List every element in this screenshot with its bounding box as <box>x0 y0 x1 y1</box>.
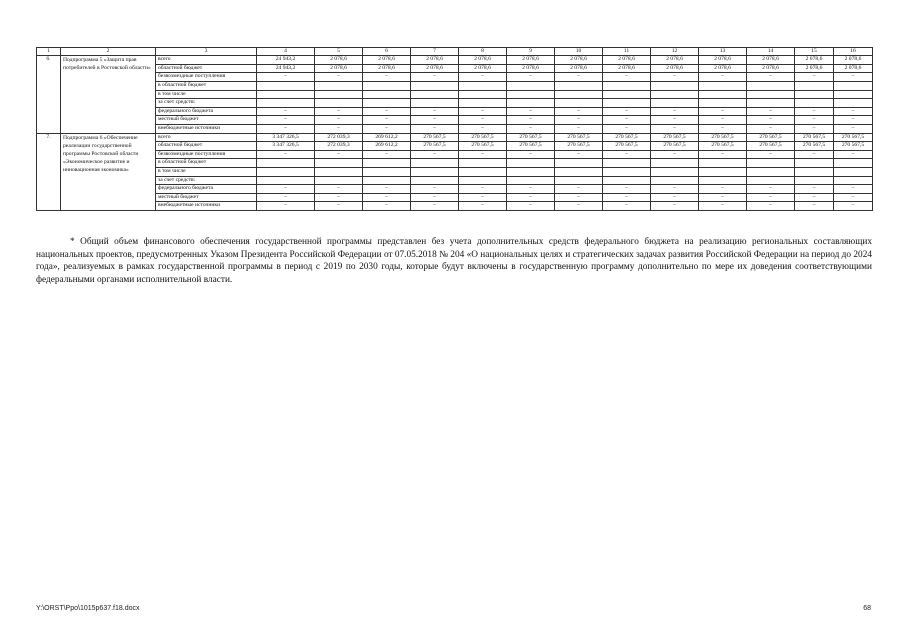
amount-cell: 270 567,5 <box>507 133 555 142</box>
column-number-header: 16 <box>834 48 873 56</box>
amount-cell: – <box>651 185 699 194</box>
amount-cell: – <box>257 150 315 159</box>
column-number-header: 7 <box>411 48 459 56</box>
amount-cell: – <box>459 150 507 159</box>
amount-cell: – <box>257 193 315 202</box>
amount-cell <box>257 81 315 90</box>
amount-cell: – <box>411 73 459 82</box>
amount-cell: 3 347 326,5 <box>257 142 315 151</box>
amount-cell: 269 612,2 <box>363 133 411 142</box>
amount-cell: – <box>603 116 651 125</box>
amount-cell <box>747 90 795 99</box>
table-row <box>37 142 873 151</box>
amount-cell: – <box>257 124 315 133</box>
amount-cell: – <box>795 202 834 211</box>
amount-cell <box>747 176 795 185</box>
amount-cell: – <box>363 193 411 202</box>
amount-cell: 2 078,6 <box>834 56 873 65</box>
amount-cell: – <box>411 116 459 125</box>
amount-cell: – <box>699 73 747 82</box>
funding-source: безвозмездные поступления <box>156 150 257 159</box>
amount-cell: – <box>747 185 795 194</box>
amount-cell: 2 078,6 <box>555 56 603 65</box>
amount-cell <box>651 81 699 90</box>
amount-cell: 270 567,5 <box>555 142 603 151</box>
amount-cell <box>507 81 555 90</box>
amount-cell: 269 612,2 <box>363 142 411 151</box>
amount-cell <box>651 99 699 108</box>
amount-cell <box>507 176 555 185</box>
amount-cell: – <box>257 185 315 194</box>
amount-cell <box>699 176 747 185</box>
amount-cell <box>834 99 873 108</box>
funding-source: внебюджетные источники <box>156 202 257 211</box>
column-number-header: 15 <box>795 48 834 56</box>
amount-cell: 270 567,5 <box>747 133 795 142</box>
column-number-header: 12 <box>651 48 699 56</box>
funding-source: безвозмездные поступления <box>156 73 257 82</box>
amount-cell: – <box>651 73 699 82</box>
funding-source: за счет средств: <box>156 176 257 185</box>
table-row <box>37 133 873 142</box>
amount-cell: – <box>459 202 507 211</box>
amount-cell <box>603 159 651 168</box>
amount-cell: – <box>555 107 603 116</box>
amount-cell <box>699 167 747 176</box>
amount-cell: 2 078,6 <box>411 56 459 65</box>
amount-cell: – <box>257 73 315 82</box>
amount-cell: – <box>257 116 315 125</box>
amount-cell: 24 943,2 <box>257 56 315 65</box>
amount-cell: 270 567,5 <box>651 142 699 151</box>
amount-cell: – <box>747 193 795 202</box>
amount-cell: – <box>315 202 363 211</box>
amount-cell: – <box>699 124 747 133</box>
funding-source: в областной бюджет <box>156 159 257 168</box>
amount-cell: – <box>603 73 651 82</box>
amount-cell <box>507 90 555 99</box>
amount-cell: 272 039,3 <box>315 133 363 142</box>
amount-cell: – <box>834 193 873 202</box>
table-row <box>37 107 873 116</box>
amount-cell: – <box>699 185 747 194</box>
amount-cell: – <box>459 193 507 202</box>
funding-source: областной бюджет <box>156 142 257 151</box>
amount-cell <box>459 99 507 108</box>
amount-cell <box>699 81 747 90</box>
amount-cell <box>834 159 873 168</box>
amount-cell: 2 078,6 <box>699 64 747 73</box>
amount-cell: 270 567,5 <box>507 142 555 151</box>
amount-cell: – <box>834 73 873 82</box>
column-number-header: 14 <box>747 48 795 56</box>
amount-cell <box>834 81 873 90</box>
amount-cell <box>699 99 747 108</box>
amount-cell: – <box>363 73 411 82</box>
amount-cell: 2 078,6 <box>651 64 699 73</box>
amount-cell <box>795 159 834 168</box>
amount-cell <box>411 99 459 108</box>
amount-cell: – <box>459 73 507 82</box>
amount-cell <box>603 81 651 90</box>
amount-cell: – <box>555 150 603 159</box>
amount-cell: – <box>257 107 315 116</box>
amount-cell: – <box>507 185 555 194</box>
table-row <box>37 56 873 65</box>
amount-cell: – <box>555 185 603 194</box>
amount-cell <box>411 176 459 185</box>
amount-cell: 270 567,5 <box>747 142 795 151</box>
amount-cell: – <box>507 116 555 125</box>
table-row <box>37 99 873 108</box>
amount-cell: – <box>603 150 651 159</box>
table-row <box>37 64 873 73</box>
amount-cell <box>555 167 603 176</box>
amount-cell: – <box>363 150 411 159</box>
table-header-row <box>37 48 873 56</box>
amount-cell: – <box>834 107 873 116</box>
amount-cell: 270 567,5 <box>411 142 459 151</box>
amount-cell <box>699 90 747 99</box>
amount-cell <box>315 81 363 90</box>
amount-cell <box>834 90 873 99</box>
amount-cell: – <box>603 202 651 211</box>
table-row <box>37 159 873 168</box>
page-number: 68 <box>863 605 871 612</box>
amount-cell <box>363 159 411 168</box>
amount-cell: 270 567,5 <box>603 142 651 151</box>
amount-cell <box>747 99 795 108</box>
amount-cell: 2 078,6 <box>603 64 651 73</box>
amount-cell: 2 078,6 <box>363 64 411 73</box>
column-number-header: 2 <box>61 48 156 56</box>
table-row <box>37 116 873 125</box>
amount-cell <box>459 81 507 90</box>
funding-table <box>36 47 873 211</box>
amount-cell <box>555 90 603 99</box>
amount-cell: 270 567,5 <box>603 133 651 142</box>
amount-cell: 270 567,5 <box>795 133 834 142</box>
amount-cell: – <box>795 150 834 159</box>
amount-cell <box>795 90 834 99</box>
amount-cell: 3 347 326,5 <box>257 133 315 142</box>
amount-cell: – <box>747 116 795 125</box>
amount-cell: 2 078,6 <box>795 64 834 73</box>
amount-cell: 2 078,6 <box>555 64 603 73</box>
amount-cell: 272 039,3 <box>315 142 363 151</box>
amount-cell: – <box>411 193 459 202</box>
amount-cell: – <box>699 202 747 211</box>
amount-cell <box>459 167 507 176</box>
funding-source: местный бюджет <box>156 193 257 202</box>
amount-cell: – <box>315 150 363 159</box>
amount-cell: – <box>555 73 603 82</box>
table-row <box>37 185 873 194</box>
amount-cell: 270 567,5 <box>834 142 873 151</box>
funding-source: за счет средств: <box>156 99 257 108</box>
column-number-header: 1 <box>37 48 61 56</box>
amount-cell: 2 078,6 <box>315 56 363 65</box>
amount-cell <box>555 99 603 108</box>
funding-source: в том числе <box>156 90 257 99</box>
amount-cell: 2 078,6 <box>651 56 699 65</box>
amount-cell <box>411 159 459 168</box>
amount-cell <box>315 167 363 176</box>
table-row <box>37 193 873 202</box>
amount-cell: – <box>459 116 507 125</box>
amount-cell <box>315 99 363 108</box>
amount-cell: – <box>363 185 411 194</box>
row-number: 6. <box>37 56 61 133</box>
amount-cell: – <box>315 185 363 194</box>
amount-cell <box>834 167 873 176</box>
amount-cell: – <box>459 185 507 194</box>
amount-cell: 24 943,2 <box>257 64 315 73</box>
amount-cell: – <box>555 124 603 133</box>
amount-cell: – <box>555 116 603 125</box>
table-row <box>37 167 873 176</box>
amount-cell: – <box>795 107 834 116</box>
amount-cell: 2 078,6 <box>507 64 555 73</box>
amount-cell: – <box>555 202 603 211</box>
amount-cell <box>411 90 459 99</box>
amount-cell: – <box>834 185 873 194</box>
table-row <box>37 81 873 90</box>
column-number-header: 6 <box>363 48 411 56</box>
amount-cell: – <box>795 124 834 133</box>
subprogram-name: Подпрограмма 5 «Защита прав потребителей в Ростовской области» <box>61 56 156 133</box>
funding-source: всего <box>156 56 257 65</box>
amount-cell: – <box>603 193 651 202</box>
amount-cell: 2 078,6 <box>315 64 363 73</box>
amount-cell <box>603 167 651 176</box>
amount-cell: 270 567,5 <box>699 133 747 142</box>
amount-cell: 270 567,5 <box>795 142 834 151</box>
column-number-header: 4 <box>257 48 315 56</box>
amount-cell: – <box>315 124 363 133</box>
funding-source: всего <box>156 133 257 142</box>
amount-cell: 2 078,6 <box>459 64 507 73</box>
amount-cell: – <box>651 202 699 211</box>
table-row <box>37 202 873 211</box>
table-row <box>37 150 873 159</box>
amount-cell: 2 078,6 <box>363 56 411 65</box>
amount-cell <box>507 99 555 108</box>
amount-cell: – <box>257 202 315 211</box>
amount-cell: – <box>699 150 747 159</box>
amount-cell: – <box>603 124 651 133</box>
column-number-header: 10 <box>555 48 603 56</box>
amount-cell <box>363 176 411 185</box>
amount-cell <box>363 99 411 108</box>
funding-source: федерального бюджета <box>156 107 257 116</box>
amount-cell <box>507 167 555 176</box>
funding-source: внебюджетные источники <box>156 124 257 133</box>
funding-source: местный бюджет <box>156 116 257 125</box>
amount-cell: – <box>747 150 795 159</box>
amount-cell: – <box>363 107 411 116</box>
amount-cell <box>363 90 411 99</box>
amount-cell: – <box>603 107 651 116</box>
amount-cell: – <box>507 150 555 159</box>
amount-cell: 270 567,5 <box>651 133 699 142</box>
amount-cell <box>363 167 411 176</box>
amount-cell: – <box>507 124 555 133</box>
amount-cell <box>699 159 747 168</box>
amount-cell <box>257 99 315 108</box>
amount-cell <box>747 159 795 168</box>
amount-cell: – <box>834 116 873 125</box>
amount-cell: – <box>315 73 363 82</box>
amount-cell <box>363 81 411 90</box>
amount-cell <box>795 99 834 108</box>
amount-cell: – <box>651 150 699 159</box>
amount-cell: 2 078,6 <box>603 56 651 65</box>
file-path: Y:\ORST\Ppo\1015p637.f18.docx <box>36 605 140 612</box>
amount-cell <box>555 159 603 168</box>
amount-cell: – <box>747 107 795 116</box>
amount-cell <box>651 159 699 168</box>
amount-cell: – <box>315 116 363 125</box>
amount-cell: – <box>363 124 411 133</box>
amount-cell: – <box>795 193 834 202</box>
amount-cell <box>315 90 363 99</box>
amount-cell: – <box>651 193 699 202</box>
amount-cell: – <box>411 185 459 194</box>
amount-cell: – <box>795 73 834 82</box>
column-number-header: 13 <box>699 48 747 56</box>
table-row <box>37 73 873 82</box>
amount-cell <box>257 90 315 99</box>
amount-cell: – <box>699 193 747 202</box>
amount-cell <box>795 167 834 176</box>
amount-cell <box>651 90 699 99</box>
amount-cell: 2 078,6 <box>795 56 834 65</box>
amount-cell: – <box>315 107 363 116</box>
amount-cell: – <box>651 116 699 125</box>
amount-cell: – <box>459 124 507 133</box>
amount-cell: – <box>699 116 747 125</box>
funding-source: в том числе <box>156 167 257 176</box>
amount-cell <box>315 159 363 168</box>
amount-cell: 270 567,5 <box>699 142 747 151</box>
amount-cell: – <box>651 107 699 116</box>
column-number-header: 5 <box>315 48 363 56</box>
amount-cell: – <box>555 193 603 202</box>
subprogram-name: Подпрограмма 6 «Обеспечение реализации государственной программы Ростовской области «Экономическое развитие и инновационная экономика» <box>61 133 156 210</box>
amount-cell: 270 567,5 <box>459 133 507 142</box>
column-number-header: 3 <box>156 48 257 56</box>
amount-cell: 2 078,6 <box>834 64 873 73</box>
amount-cell: – <box>699 107 747 116</box>
amount-cell <box>747 167 795 176</box>
column-number-header: 8 <box>459 48 507 56</box>
amount-cell: 270 567,5 <box>834 133 873 142</box>
amount-cell: – <box>747 73 795 82</box>
amount-cell <box>651 167 699 176</box>
amount-cell: 270 567,5 <box>411 133 459 142</box>
amount-cell: – <box>507 202 555 211</box>
table-row <box>37 176 873 185</box>
amount-cell <box>603 90 651 99</box>
amount-cell: – <box>507 193 555 202</box>
amount-cell <box>555 81 603 90</box>
amount-cell: 270 567,5 <box>555 133 603 142</box>
footnote: * Общий объем финансового обеспечения государственной программы представлен без учета дополнительных средств федерального бюджета на реализацию региональных составляющих национальных проектов, предусмотренных Указом Президента Российской Федерации от 07.05.2018 № 204 «О национальных целях и стратегических задачах развития Российской Федерации на период до 2024 года», реализуемых в рамках государственной программы в период с 2019 по 2030 годы, которые будут включены в государственную программу дополнительно по мере их доведения соответствующими федеральными органами исполнительной власти. <box>36 237 872 285</box>
amount-cell <box>834 176 873 185</box>
funding-source: в областной бюджет <box>156 81 257 90</box>
amount-cell: – <box>411 124 459 133</box>
funding-source: областной бюджет <box>156 64 257 73</box>
table-row <box>37 124 873 133</box>
funding-source: федерального бюджета <box>156 185 257 194</box>
amount-cell: – <box>507 107 555 116</box>
amount-cell <box>747 81 795 90</box>
amount-cell <box>507 159 555 168</box>
amount-cell <box>459 159 507 168</box>
amount-cell: 2 078,6 <box>507 56 555 65</box>
amount-cell <box>603 99 651 108</box>
amount-cell <box>651 176 699 185</box>
amount-cell: – <box>315 193 363 202</box>
amount-cell <box>795 81 834 90</box>
amount-cell: – <box>411 150 459 159</box>
amount-cell: – <box>603 185 651 194</box>
amount-cell: – <box>834 150 873 159</box>
amount-cell <box>257 176 315 185</box>
amount-cell: 2 078,6 <box>747 64 795 73</box>
amount-cell: – <box>651 124 699 133</box>
amount-cell: 2 078,6 <box>411 64 459 73</box>
amount-cell <box>459 90 507 99</box>
amount-cell: – <box>795 185 834 194</box>
amount-cell: – <box>507 73 555 82</box>
amount-cell <box>603 176 651 185</box>
amount-cell <box>795 176 834 185</box>
amount-cell: – <box>363 202 411 211</box>
column-number-header: 11 <box>603 48 651 56</box>
amount-cell: 2 078,6 <box>747 56 795 65</box>
amount-cell <box>411 167 459 176</box>
row-number: 7. <box>37 133 61 210</box>
amount-cell: – <box>795 116 834 125</box>
amount-cell: – <box>747 202 795 211</box>
amount-cell <box>411 81 459 90</box>
amount-cell: – <box>747 124 795 133</box>
amount-cell: 2 078,6 <box>699 56 747 65</box>
amount-cell: – <box>411 107 459 116</box>
amount-cell <box>459 176 507 185</box>
table-row <box>37 90 873 99</box>
amount-cell: – <box>411 202 459 211</box>
amount-cell <box>257 167 315 176</box>
amount-cell: 2 078,6 <box>459 56 507 65</box>
amount-cell: – <box>834 124 873 133</box>
amount-cell: 270 567,5 <box>459 142 507 151</box>
amount-cell: – <box>459 107 507 116</box>
amount-cell: – <box>363 116 411 125</box>
amount-cell <box>257 159 315 168</box>
amount-cell <box>315 176 363 185</box>
amount-cell: – <box>834 202 873 211</box>
amount-cell <box>555 176 603 185</box>
column-number-header: 9 <box>507 48 555 56</box>
